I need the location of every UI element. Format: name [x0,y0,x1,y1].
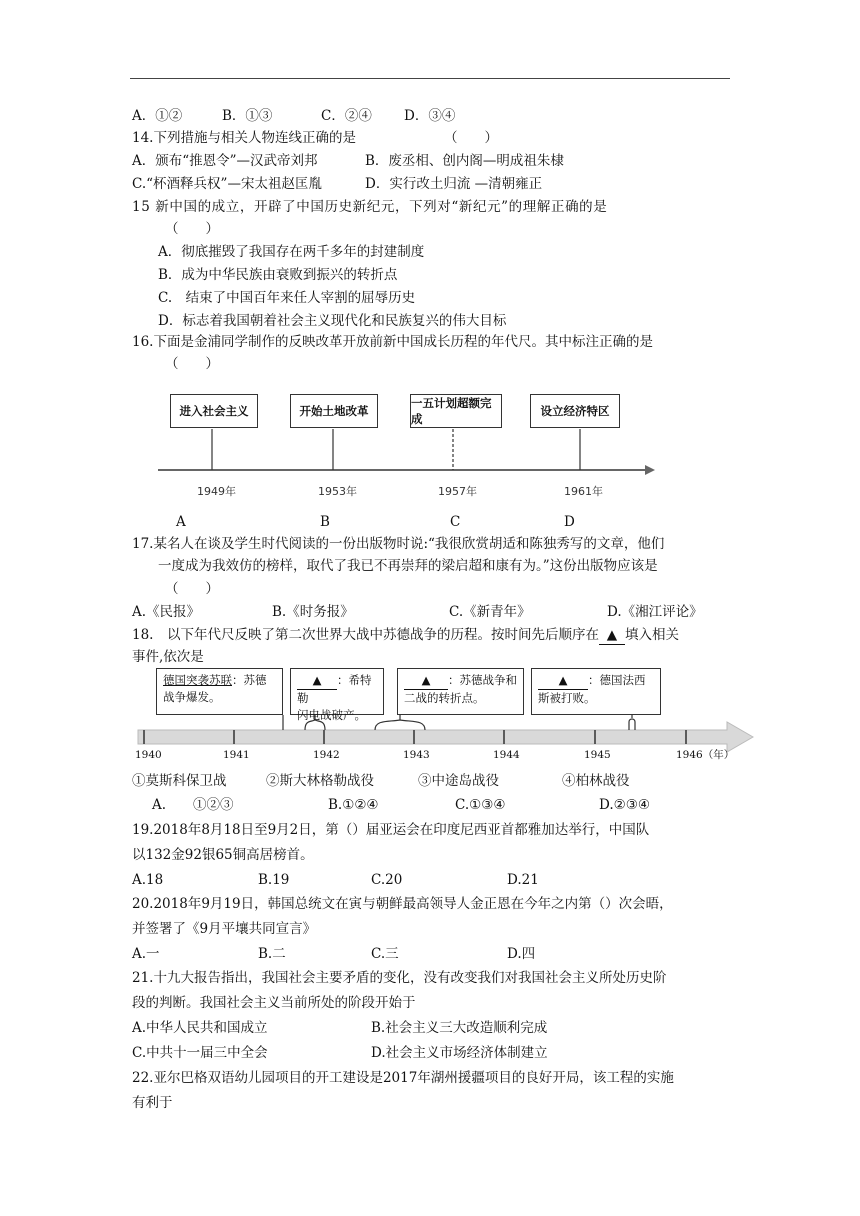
q21-option-d: D.社会主义市场经济体制建立 [371,1045,548,1061]
q15-option-a: A．彻底摧毁了我国存在两千多年的封建制度 [158,244,425,260]
q18-box-2 [290,668,384,722]
q20-option-b: B.二 [258,946,286,962]
q18-box1-line2: 战争爆发。 [163,690,221,704]
q16-year-1953: 1953年 [318,485,357,498]
q18-box4-line2: 斯被打败。 [538,691,596,705]
q13-option-b: B．①③ [222,108,273,124]
q18-line1: 18. 以下年代尺反映了第二次世界大战中苏德战争的历程。按时间先后顺序在 [132,627,599,643]
q18-box1-event: 德国突袭苏联 [163,673,232,687]
q16-label-c: C [450,514,461,530]
q20-option-a: A.一 [132,946,160,962]
q18-box2-line2: 闪电战破产。 [297,708,366,722]
q19-option-b: B.19 [258,872,290,888]
q17-option-a: A.《民报》 [132,604,201,620]
q19-option-c: C.20 [371,872,403,888]
q18-box3-line1: ：苏德战争和 [448,673,517,687]
q18-box2-line1: ：希特勒 [297,673,372,705]
header-rule [130,78,730,79]
q14-paren: （ ） [444,130,498,146]
q16-box-c: 一五计划超额完成 [410,394,502,428]
q21-option-c: C.中共十一届三中全会 [132,1045,268,1061]
q15-paren: （ ） [165,221,219,237]
q21-line1: 21.十九大报告指出，我国社会主要矛盾的变化，没有改变我们对我国社会主义所处历史阶 [132,970,667,986]
q18-option-c: C.①③④ [455,797,506,813]
q20-line1: 20.2018年9月19日，韩国总统文在寅与朝鲜最高领导人金正恩在今年之内第（）次会晤， [132,896,673,912]
q17-line2: 一度成为我效仿的榜样，取代了我已不再崇拜的梁启超和康有为。”这份出版物应该是 [158,558,658,574]
q22-line1: 22.亚尔巴格双语幼儿园项目的开工建设是2017年湖州援疆项目的良好开局，该工程的实施 [132,1070,674,1086]
q14-option-d: D．实行改土归流 —清朝雍正 [365,176,543,192]
q16-box-a: 进入社会主义 [170,394,258,428]
q14-option-a: A．颁布“推恩令”—汉武帝刘邦 [132,153,318,169]
q18-box-3 [397,668,524,715]
q19-option-d: D.21 [507,872,539,888]
q15-stem: 15 新中国的成立，开辟了中国历史新纪元，下列对“新纪元”的理解正确的是 [132,199,608,215]
q18-line1-end: 填入相关 [624,627,679,643]
q18-year-1945: 1945 [584,749,611,761]
q16-stem: 16.下面是金浦同学制作的反映改革开放前新中国成长历程的年代尺。其中标注正确的是 [132,334,653,350]
q16-year-1949: 1949年 [197,485,236,498]
q13-option-a: A．①② [132,108,183,124]
q16-box-d: 设立经济特区 [530,394,620,428]
q18-event-2: ②斯大林格勒战役 [266,773,374,789]
q16-box-b: 开始土地改革 [290,394,378,428]
q18-box-4 [531,668,661,715]
q21-line2: 段的判断。我国社会主义当前所处的阶段开始于 [132,995,416,1011]
q18-year-1943: 1943 [403,749,430,761]
q21-option-b: B.社会主义三大改造顺利完成 [371,1020,548,1036]
q18-option-b: B.①②④ [328,797,379,813]
q13-option-c: C．②④ [321,108,372,124]
q16-label-a: A [176,514,186,530]
q18-event-1: ①莫斯科保卫战 [132,773,227,789]
q18-bracket-4 [629,719,635,730]
q18-line2: 事件,依次是 [132,649,204,665]
q20-option-d: D.四 [507,946,536,962]
q18-blank: ▲ [599,626,625,645]
q18-box3-line2: 二战的转折点。 [404,691,485,705]
q19-line2: 以132金92银65铜高居榜首。 [132,847,314,863]
q16-paren: （ ） [165,356,219,372]
q17-paren: （ ） [165,581,219,597]
q16-year-1961: 1961年 [564,485,603,498]
q14-stem: 14.下列措施与相关人物连线正确的是 [132,130,356,146]
q15-option-b: B．成为中华民族由衰败到振兴的转折点 [158,267,398,283]
q18-box2-blank: ▲ [297,672,337,690]
q18-bracket-3 [375,720,425,730]
q21-option-a: A.中华人民共和国成立 [132,1020,268,1036]
q18-year-1940: 1940 [135,749,162,761]
q17-option-b: B.《时务报》 [272,604,354,620]
q18-event-3: ③中途岛战役 [418,773,499,789]
q18-year-1942: 1942 [313,749,340,761]
q18-box-1 [156,668,283,715]
q16-label-b: B [320,514,330,530]
q19-option-a: A.18 [132,872,164,888]
q18-option-d: D.②③④ [599,797,650,813]
q18-option-a: A. ①②③ [152,797,234,813]
q18-year-1944: 1944 [493,749,520,761]
q15-option-d: D．标志着我国朝着社会主义现代化和民族复兴的伟大目标 [158,313,507,329]
q16-year-1957: 1957年 [438,485,477,498]
q20-option-c: C.三 [371,946,399,962]
q18-year-1941: 1941 [223,749,250,761]
q14-option-c: C.“杯酒释兵权”—宋太祖赵匡胤 [132,176,322,192]
q22-line2: 有利于 [132,1095,173,1111]
q16-label-d: D [564,514,575,530]
q14-option-b: B．废丞相、创内阁—明成祖朱棣 [365,153,564,169]
q18-box4-line1: ：德国法西 [588,673,646,687]
q13-option-d: D．③④ [404,108,456,124]
q17-option-d: D.《湘江评论》 [607,604,703,620]
q18-box3-blank: ▲ [404,672,448,690]
q17-line1: 17.某名人在谈及学生时代阅读的一份出版物时说:“我很欣赏胡适和陈独秀写的文章，他们 [132,536,665,552]
q18-year-1946: 1946（年） [676,749,735,761]
q18-box1-rest: ：苏德 [232,673,267,687]
q18-box4-blank: ▲ [538,672,588,690]
q18-event-4: ④柏林战役 [562,773,630,789]
q17-option-c: C.《新青年》 [449,604,531,620]
q15-option-c: C. 结束了中国百年来任人宰割的屈辱历史 [158,290,416,306]
q20-line2: 并签署了《9月平壤共同宣言》 [132,921,317,937]
q19-line1: 19.2018年8月18日至9月2日，第（）届亚运会在印度尼西亚首都雅加达举行，中国队 [132,822,650,838]
